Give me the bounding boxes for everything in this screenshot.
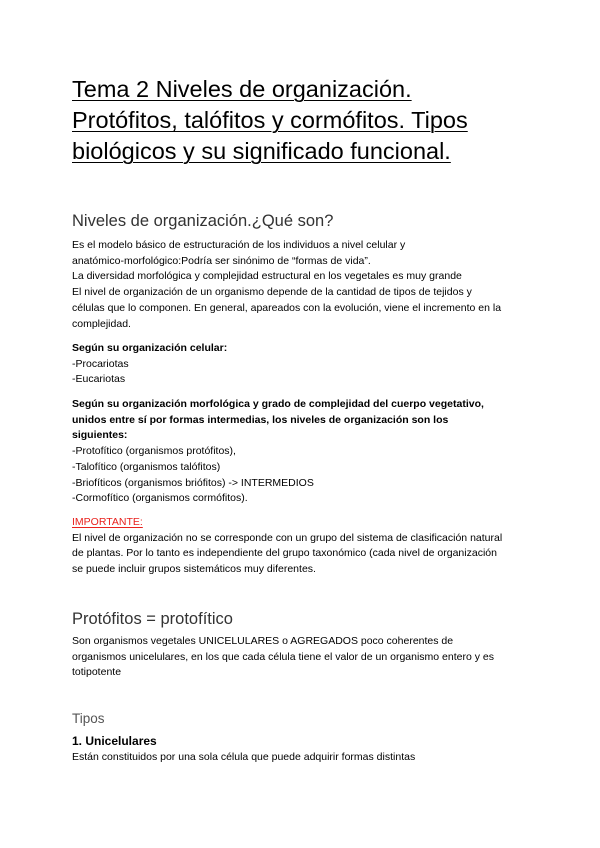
section-heading-protofitos: Protófitos = protofítico [72, 610, 233, 628]
list-item: -Briofíticos (organismos briófitos) -> INTERMEDIOS [72, 476, 314, 489]
paragraph-line: La diversidad morfológica y complejidad estructural en los vegetales es muy grande [72, 270, 462, 283]
paragraph-line: células que lo componen. En general, apareados con la evolución, viene el incremento en la [72, 301, 502, 314]
paragraph-line: El nivel de organización no se corresponde con un grupo del sistema de clasificación natural [72, 531, 503, 544]
paragraph-line: se puede incluir grupos sistemáticos muy diferentes. [72, 563, 316, 576]
list-item: -Procariotas [72, 357, 129, 370]
paragraph-line: Es el modelo básico de estructuración de los individuos a nivel celular y [72, 239, 406, 251]
celular-list [72, 341, 534, 388]
section-heading-niveles: Niveles de organización.¿Qué son? [72, 212, 334, 230]
important-note [72, 515, 534, 578]
title-line: biológicos y su significado funcional. [72, 138, 451, 164]
paragraph-line: organismos unicelulares, en los que cada célula tiene el valor de un organismo entero y es [72, 650, 494, 663]
list-item: -Cormofítico (organismos cormófitos). [72, 492, 248, 505]
title-line: Protófitos, talófitos y cormófitos. Tipos [72, 107, 468, 133]
paragraph-line: totipotente [72, 666, 122, 679]
celular-heading: Según su organización celular: [72, 342, 228, 354]
morfo-heading-line: Según su organización morfológica y grado de complejidad del cuerpo vegetativo, [72, 398, 484, 410]
document-title [72, 74, 542, 167]
paragraph-line: complejidad. [72, 317, 131, 330]
unicelulares-paragraph [72, 750, 534, 766]
paragraph-line: Están constituidos por una sola célula que puede adquirir formas distintas [72, 751, 416, 763]
morfo-heading-line: siguientes: [72, 429, 128, 442]
morfo-heading-line: unidos entre sí por formas intermedias, los niveles de organización son los [72, 413, 449, 426]
paragraph-line: de plantas. Por lo tanto es independiente del grupo taxonómico (cada nivel de organización [72, 547, 497, 560]
important-label: IMPORTANTE: [72, 516, 143, 528]
section-intro-paragraph [72, 238, 534, 332]
section-heading-tipos: Tipos [72, 711, 105, 726]
paragraph-line: anatómico-morfológico:Podría ser sinónimo de “formas de vida”. [72, 254, 371, 267]
title-line: Tema 2 Niveles de organización. [72, 76, 412, 102]
list-item: -Talofítico (organismos talófitos) [72, 460, 221, 473]
paragraph-line: El nivel de organización de un organismo depende de la cantidad de tipos de tejidos y [72, 286, 472, 299]
morfo-list [72, 397, 534, 507]
protofitos-paragraph [72, 634, 534, 681]
list-item: -Eucariotas [72, 373, 126, 386]
paragraph-line: Son organismos vegetales UNICELULARES o AGREGADOS poco coherentes de [72, 635, 454, 647]
list-item: -Protofítico (organismos protófitos), [72, 445, 236, 458]
subheading-unicelulares: 1. Unicelulares [72, 734, 157, 748]
